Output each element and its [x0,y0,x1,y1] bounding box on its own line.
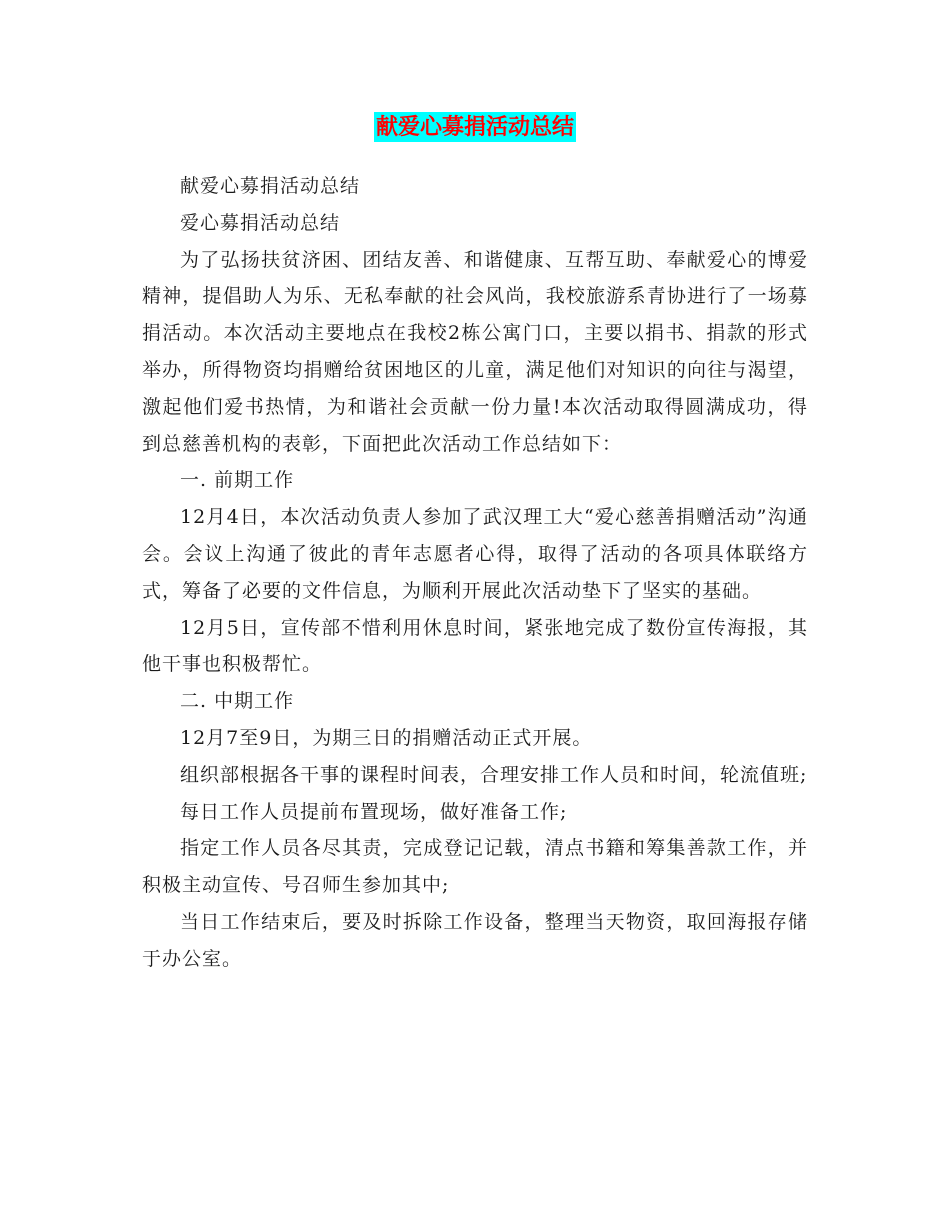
title-container [142,112,808,152]
paragraph-daily-setup: 每日工作人员提前布置现场，做好准备工作; [180,800,568,823]
paragraph-heading-1: 献爱心募捐活动总结 [180,175,361,197]
paragraph-duties: 指定工作人员各尽其责，完成登记记载，清点书籍和筹集善款工作，并积极主动宣传、号召师生参加其中; [142,837,808,897]
paragraph-intro: 为了弘扬扶贫济困、团结友善、和谐健康、互帮互助、奉献爱心的博爱精神，提倡助人为乐、无私奉献的社会风尚，我校旅游系青协进行了一场募捐活动。本次活动主要地点在我校2栋公寓门口，主要以捐书、捐款的形式举办，所得物资均捐赠给贫困地区的儿童，满足他们对知识的向往与渴望，激起他们爱书热情，为和谐社会贡献一份力量!本次活动取得圆满成功，得到总慈善机构的表彰，下面把此次活动工作总结如下： [142,248,808,455]
paragraph-dec-5: 12月5日，宣传部不惜利用休息时间，紧张地完成了数份宣传海报，其他干事也积极帮忙。 [142,616,808,676]
paragraph-dec-4: 12月4日，本次活动负责人参加了武汉理工大“爱心慈善捐赠活动”沟通会。会议上沟通了彼此的青年志愿者心得，取得了活动的各项具体联络方式，筹备了必要的文件信息，为顺利开展此次活动垫下了坚实的基础。 [142,506,808,602]
document-page [142,112,808,978]
paragraph-cleanup: 当日工作结束后，要及时拆除工作设备，整理当天物资，取回海报存储于办公室。 [142,910,808,970]
paragraph-heading-2: 爱心募捐活动总结 [180,211,341,234]
section-heading-preliminary: 一. 前期工作 [180,469,295,492]
document-title: 献爱心募捐活动总结 [375,114,574,140]
paragraph-organization: 组织部根据各干事的课程时间表，合理安排工作人员和时间，轮流值班; [180,763,808,786]
paragraph-dec-7-9: 12月7至9日，为期三日的捐赠活动正式开展。 [180,726,593,749]
section-heading-midterm: 二. 中期工作 [180,690,295,713]
